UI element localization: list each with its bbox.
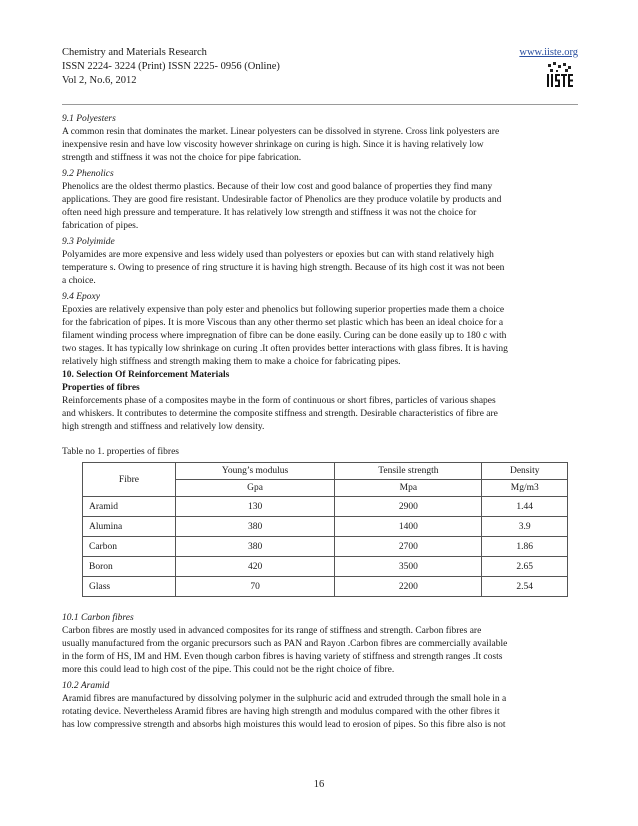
header-youngs-modulus: Young’s modulus bbox=[175, 463, 334, 480]
text-line: Polyamides are more expensive and less widely used than polyesters or epoxies but can with stand relatively high bbox=[62, 250, 494, 260]
text-line: inexpensive resin and have low viscosity however shrinkage on curing is high. Since it is having relatively low bbox=[62, 140, 484, 150]
text-line: in the form of HS, IM and HM. Even though carbon fibres is having variety of stiffness and strength ranges .It costs bbox=[62, 652, 503, 662]
table-caption: Table no 1. properties of fibres bbox=[62, 447, 179, 457]
header-fibre: Fibre bbox=[83, 463, 176, 497]
text-line: Aramid fibres are manufactured by dissolving polymer in the sulphuric acid and extruded through the small hole in a bbox=[62, 694, 507, 704]
cell-density: 1.86 bbox=[482, 537, 568, 557]
text-line: often need high pressure and temperature. It has relatively low strength and stiffness it was not the choice for bbox=[62, 208, 477, 218]
cell-fibre: Boron bbox=[83, 557, 176, 577]
cell-modulus: 130 bbox=[175, 497, 334, 517]
table-row bbox=[83, 497, 568, 517]
text-line: Phenolics are the oldest thermo plastics. Because of their low cost and good balance of properties they find many bbox=[62, 182, 493, 192]
paragraph-carbon-fibres bbox=[62, 625, 578, 677]
unit-gpa: Gpa bbox=[175, 480, 334, 497]
table-row bbox=[83, 517, 568, 537]
header-divider bbox=[62, 104, 578, 105]
text-line: a choice. bbox=[62, 276, 96, 286]
cell-density: 2.65 bbox=[482, 557, 568, 577]
table-row bbox=[83, 557, 568, 577]
table-header-row bbox=[83, 463, 568, 480]
header-density: Density bbox=[482, 463, 568, 480]
paragraph-epoxy bbox=[62, 304, 578, 369]
cell-modulus: 70 bbox=[175, 577, 334, 597]
cell-density: 3.9 bbox=[482, 517, 568, 537]
table-row bbox=[83, 577, 568, 597]
section-heading-carbon-fibres: 10.1 Carbon fibres bbox=[62, 613, 134, 623]
section-heading-polyesters: 9.1 Polyesters bbox=[62, 114, 116, 124]
text-line: applications. They are good fire resistant. Undesirable factor of Phenolics are they produce volatile by products and bbox=[62, 195, 502, 205]
section-heading-phenolics: 9.2 Phenolics bbox=[62, 169, 114, 179]
table-row bbox=[83, 537, 568, 557]
paragraph-polyesters bbox=[62, 126, 578, 165]
text-line: high strength and stiffness and relatively low density. bbox=[62, 422, 265, 432]
paragraph-aramid bbox=[62, 693, 578, 732]
paragraph-phenolics bbox=[62, 181, 578, 233]
text-line: filament winding process where impregnation of fibre can be done easily. Curing can be done easily up to 180 c with bbox=[62, 331, 507, 341]
cell-fibre: Glass bbox=[83, 577, 176, 597]
cell-density: 2.54 bbox=[482, 577, 568, 597]
text-line: and whiskers. It contributes to determine the composite stiffness and strength. Desirable characteristics of fibre are bbox=[62, 409, 498, 419]
text-line: temperature s. Owing to presence of ring structure it is having high strength. Because of its high cost it was not been bbox=[62, 263, 505, 273]
section-heading-polyimide: 9.3 Polyimide bbox=[62, 237, 115, 247]
cell-fibre: Carbon bbox=[83, 537, 176, 557]
text-line: A common resin that dominates the market. Linear polyesters can be dissolved in styrene. Cross link polyesters are bbox=[62, 127, 500, 137]
page-number: 16 bbox=[313, 779, 325, 790]
fibre-properties-table bbox=[82, 462, 568, 597]
text-line: two stages. It has typically low shrinkage on curing .It often provides better interactions with glass fibres. It is having bbox=[62, 344, 508, 354]
section-heading-reinforcement: 10. Selection Of Reinforcement Materials bbox=[62, 370, 230, 380]
cell-fibre: Aramid bbox=[83, 497, 176, 517]
text-line: relatively high stiffness and strength making them to make a choice for fabricating pipes. bbox=[62, 357, 401, 367]
cell-tensile: 1400 bbox=[335, 517, 482, 537]
spacer bbox=[62, 597, 578, 609]
page-header bbox=[62, 46, 578, 101]
section-heading-aramid: 10.2 Aramid bbox=[62, 681, 110, 691]
text-line: usually manufactured from the organic precursors such as PAN and Rayon .Carbon fibres are commercially available bbox=[62, 639, 508, 649]
text-line: fabrication of pipes. bbox=[62, 221, 139, 231]
section-heading-epoxy: 9.4 Epoxy bbox=[62, 292, 100, 302]
cell-tensile: 2900 bbox=[335, 497, 482, 517]
issn-line: ISSN 2224- 3224 (Print) ISSN 2225- 0956 (Online) bbox=[62, 61, 280, 72]
iiste-logo bbox=[546, 62, 574, 90]
unit-mpa: Mpa bbox=[335, 480, 482, 497]
paragraph-reinforcement bbox=[62, 395, 578, 434]
text-line: more this could lead to high cost of the pipe. This could not be the right choice of fibre. bbox=[62, 665, 395, 675]
text-line: has low compressive strength and absorbs high moistures this would lead to erosion of pipes. So this fibre also is not bbox=[62, 720, 506, 730]
journal-name: Chemistry and Materials Research bbox=[62, 47, 207, 58]
journal-url-link[interactable]: www.iiste.org bbox=[519, 47, 578, 58]
cell-tensile: 2200 bbox=[335, 577, 482, 597]
text-line: strength and stiffness it was not the choice for pipe fabrication. bbox=[62, 153, 302, 163]
text-line: Reinforcements phase of a composites maybe in the form of continuous or short fibres, particles of various shapes bbox=[62, 396, 496, 406]
cell-modulus: 380 bbox=[175, 517, 334, 537]
cell-density: 1.44 bbox=[482, 497, 568, 517]
text-line: Carbon fibres are mostly used in advanced composites for its range of stiffness and strength. Carbon fibres are bbox=[62, 626, 482, 636]
unit-density: Mg/m3 bbox=[482, 480, 568, 497]
cell-modulus: 420 bbox=[175, 557, 334, 577]
cell-modulus: 380 bbox=[175, 537, 334, 557]
subheading-properties-of-fibres: Properties of fibres bbox=[62, 383, 140, 393]
text-line: for the fabrication of pipes. It is more Viscous than any other thermo set plastic which has been an ideal choice for a bbox=[62, 318, 504, 328]
cell-fibre: Alumina bbox=[83, 517, 176, 537]
text-line: Epoxies are relatively expensive than poly ester and phenolics but following superior properties made them a choice bbox=[62, 305, 505, 315]
text-line: rotating device. Nevertheless Aramid fibres are having high strength and modulus compared with the other fibres it bbox=[62, 707, 500, 717]
cell-tensile: 2700 bbox=[335, 537, 482, 557]
volume-line: Vol 2, No.6, 2012 bbox=[62, 75, 137, 86]
paragraph-polyimide bbox=[62, 249, 578, 288]
header-tensile-strength: Tensile strength bbox=[335, 463, 482, 480]
cell-tensile: 3500 bbox=[335, 557, 482, 577]
main-content bbox=[62, 110, 578, 732]
